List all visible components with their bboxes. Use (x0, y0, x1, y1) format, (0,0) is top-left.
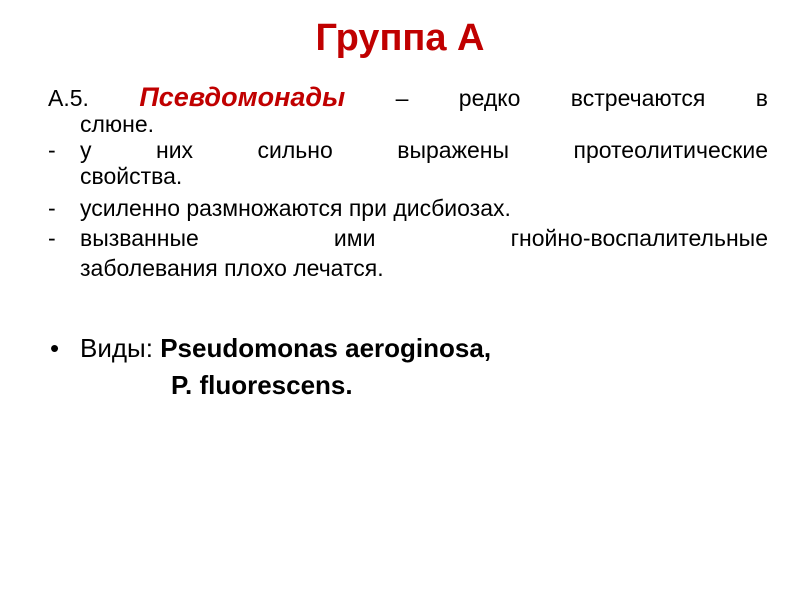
dash-item-3 (48, 225, 768, 285)
lead-line (48, 84, 768, 111)
dash-item-1-line2: свойства. (80, 163, 183, 189)
dash-item-1 (48, 137, 768, 189)
lead-text-line2: слюне. (80, 111, 155, 137)
dash-marker: - (48, 225, 56, 251)
dash-item-1-line1: у них сильно выражены протеолитические (80, 137, 768, 163)
bullet-icon: • (50, 333, 60, 363)
slide-content (48, 84, 768, 405)
species-label: Виды: (80, 333, 153, 363)
species-bullet-row (48, 331, 768, 365)
dash-marker: - (48, 137, 56, 163)
lead-term: Псевдомонады (139, 82, 346, 112)
dash-item-3-line2: заболевания плохо лечатся. (80, 255, 384, 281)
slide-title: Группа А (315, 17, 485, 59)
lead-code: А.5. (48, 85, 89, 111)
species-first: Pseudomonas aeroginosa, (160, 333, 492, 363)
dash-item-3-line1: вызванные ими гнойно-воспалительные (80, 225, 768, 251)
dash-item-2 (48, 195, 768, 221)
lead-text-line1: – редко встречаются в (395, 85, 769, 111)
species-second: P. fluorescens. (171, 370, 353, 400)
dash-marker: - (48, 195, 56, 221)
dash-item-2-line1: усиленно размножаются при дисбиозах. (80, 195, 511, 221)
